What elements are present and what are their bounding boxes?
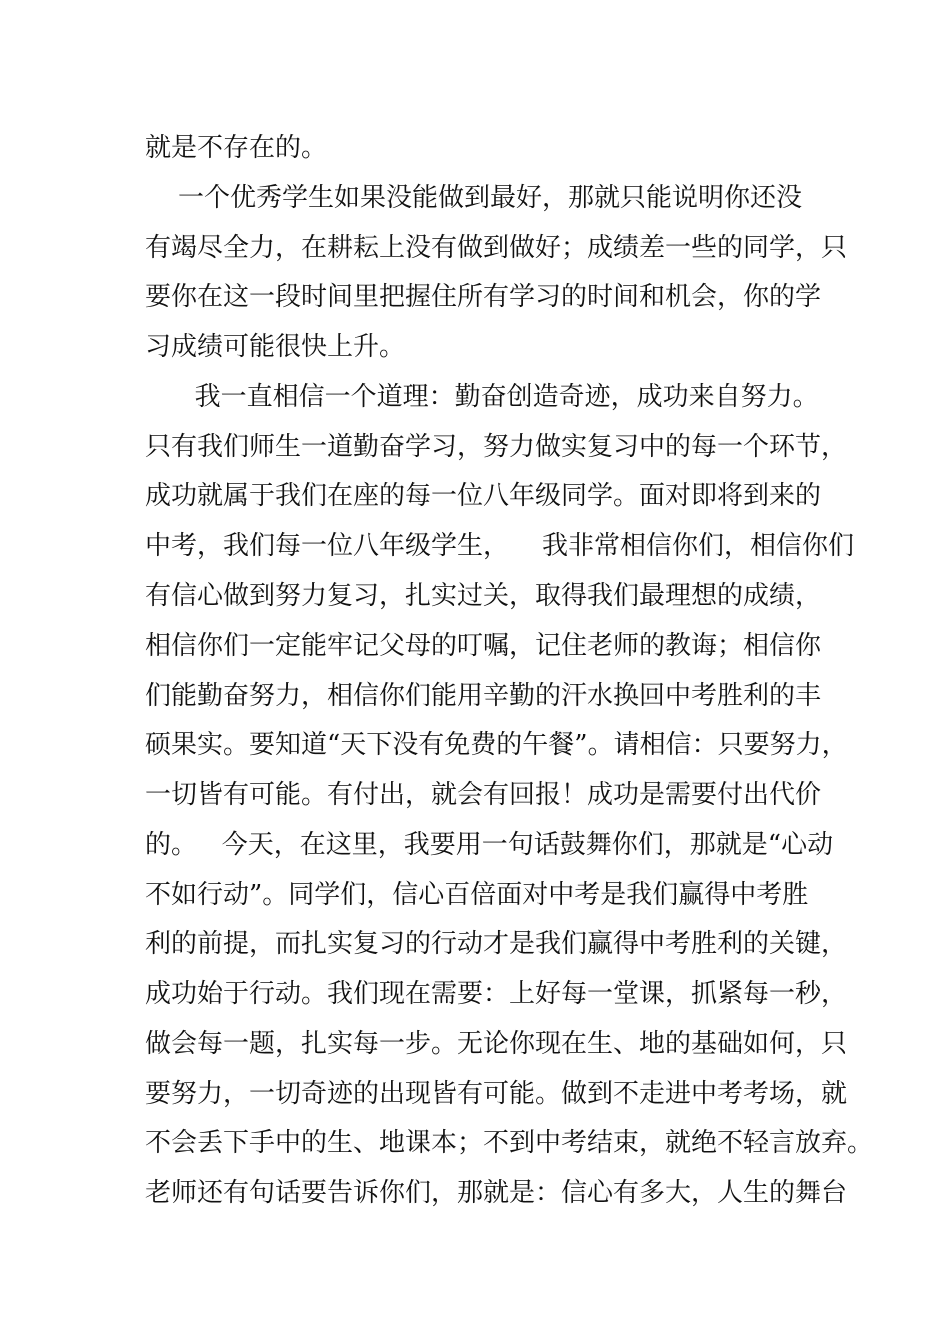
text-line-5: 习成绩可能很快上升。	[145, 332, 406, 362]
text-line-18: 成功始于行动。我们现在需要：上好每一堂课，抓紧每一秒，	[145, 979, 848, 1009]
text-line-2: 一个优秀学生如果没能做到最好，那就只能说明你还没	[145, 183, 803, 213]
text-line-22: 老师还有句话要告诉你们，那就是：信心有多大，人生的舞台	[145, 1178, 848, 1208]
text-line-7: 只有我们师生一道勤奋学习，努力做实复习中的每一个环节，	[145, 432, 848, 462]
text-line-1: 就是不存在的。	[145, 133, 328, 163]
text-line-13: 硕果实。要知道“天下没有免费的午餐”。请相信：只要努力，	[145, 730, 848, 760]
text-line-4: 要你在这一段时间里把握住所有学习的时间和机会，你的学	[145, 282, 822, 312]
text-line-12: 们能勤奋努力，相信你们能用辛勤的汗水换回中考胜利的丰	[145, 681, 822, 711]
text-line-6: 我一直相信一个道理：勤奋创造奇迹，成功来自努力。	[145, 382, 819, 412]
text-line-17: 利的前提，而扎实复习的行动才是我们赢得中考胜利的关键，	[145, 929, 848, 959]
text-line-10: 有信心做到努力复习，扎实过关，取得我们最理想的成绩，	[145, 581, 822, 611]
text-line-8: 成功就属于我们在座的每一位八年级同学。面对即将到来的	[145, 481, 822, 511]
text-line-9: 中考，我们每一位八年级学生， 我非常相信你们，相信你们	[145, 531, 855, 561]
text-line-20: 要努力，一切奇迹的出现皆有可能。做到不走进中考考场，就	[145, 1079, 848, 1109]
text-line-16: 不如行动”。同学们，信心百倍面对中考是我们赢得中考胜	[145, 880, 809, 910]
text-line-21: 不会丢下手中的生、地课本；不到中考结束，就绝不轻言放弃。	[145, 1128, 874, 1158]
text-line-19: 做会每一题，扎实每一步。无论你现在生、地的基础如何，只	[145, 1029, 848, 1059]
text-line-14: 一切皆有可能。有付出，就会有回报！成功是需要付出代价	[145, 780, 822, 810]
text-line-3: 有竭尽全力，在耕耘上没有做到做好；成绩差一些的同学，只	[145, 233, 848, 263]
text-line-15: 的。 今天，在这里，我要用一句话鼓舞你们，那就是“心动	[145, 830, 834, 860]
text-line-11: 相信你们一定能牢记父母的叮嘱，记住老师的教诲；相信你	[145, 631, 822, 661]
